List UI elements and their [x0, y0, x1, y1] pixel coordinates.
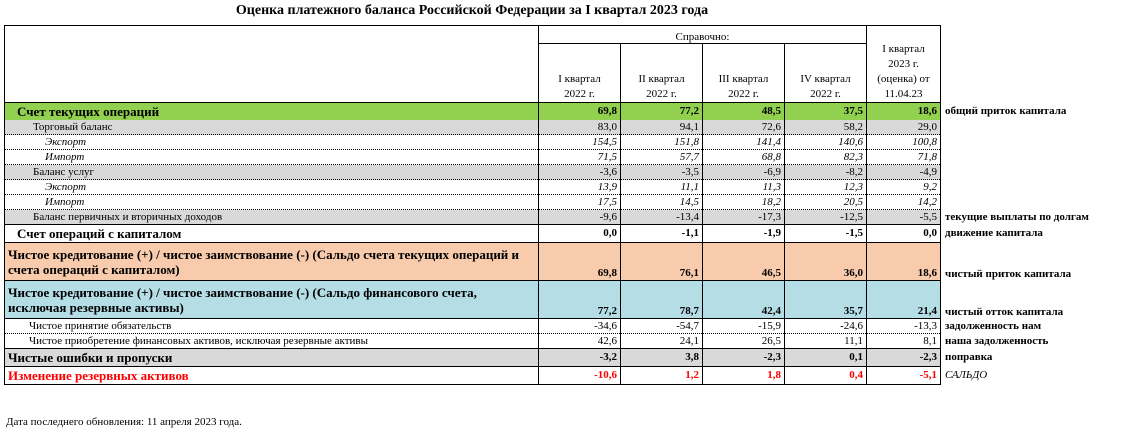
reference-header: Справочно: [539, 26, 867, 44]
table-row [5, 225, 1116, 243]
table-cell: 11,3 [703, 180, 785, 195]
row-label-goods-export: Экспорт [5, 135, 539, 150]
table-cell: 11,1 [621, 180, 703, 195]
header-row-top [5, 26, 1116, 44]
table-row [5, 180, 1116, 195]
table-cell: 82,3 [785, 150, 867, 165]
last-updated-footer: Дата последнего обновления: 11 апреля 2023 года. [6, 416, 242, 428]
table-cell: 69,8 [539, 243, 621, 281]
column-header-q4-2022: IV квартал 2022 г. [785, 44, 867, 103]
table-cell: 21,4 [867, 281, 941, 319]
row-label-income-balance: Баланс первичных и вторичных доходов [5, 210, 539, 225]
table-cell: -8,2 [785, 165, 867, 180]
row-label-net-lending-current: Чистое кредитование (+) / чистое заимствование (-) (Сальдо счета текущих операций и счета операций с капиталом) [5, 243, 539, 281]
table-cell: 57,7 [621, 150, 703, 165]
row-label-trade-balance: Торговый баланс [5, 120, 539, 135]
table-cell: -54,7 [621, 319, 703, 334]
table-cell: -10,6 [539, 367, 621, 385]
table-cell: -1,5 [785, 225, 867, 243]
column-header-q1-2022: I квартал 2022 г. [539, 44, 621, 103]
row-label-errors-omissions: Чистые ошибки и пропуски [5, 349, 539, 367]
row-note: общий приток капитала [945, 104, 1067, 117]
table-row [5, 165, 1116, 180]
row-label-services-import: Импорт [5, 195, 539, 210]
table-cell: 77,2 [539, 281, 621, 319]
row-label-financial-assets: Чистое приобретение финансовых активов, исключая резервные активы [5, 334, 539, 349]
table-cell: -4,9 [867, 165, 941, 180]
table-cell: 140,6 [785, 135, 867, 150]
table-cell: -1,1 [621, 225, 703, 243]
table-cell: -24,6 [785, 319, 867, 334]
table-row [5, 195, 1116, 210]
row-note: задолженность нам [945, 320, 1042, 332]
table-cell: 68,8 [703, 150, 785, 165]
row-note: текущие выплаты по долгам [945, 211, 1089, 223]
table-cell: 12,3 [785, 180, 867, 195]
table-cell: -5,1 [867, 367, 941, 385]
table-cell: -3,2 [539, 349, 621, 367]
table-cell: 0,0 [539, 225, 621, 243]
table-cell: 0,0 [867, 225, 941, 243]
row-label-goods-import: Импорт [5, 150, 539, 165]
table-cell: 17,5 [539, 195, 621, 210]
row-label-reserve-assets: Изменение резервных активов [5, 367, 539, 385]
table-cell: 13,9 [539, 180, 621, 195]
table-cell: -6,9 [703, 165, 785, 180]
table-cell: -12,5 [785, 210, 867, 225]
table-row [5, 103, 1116, 121]
table-cell: -15,9 [703, 319, 785, 334]
table-cell: 26,5 [703, 334, 785, 349]
table-cell: 11,1 [785, 334, 867, 349]
table-cell: 42,6 [539, 334, 621, 349]
table-cell: 46,5 [703, 243, 785, 281]
table-cell: 29,0 [867, 120, 941, 135]
row-note: наша задолженность [945, 335, 1049, 347]
table-cell: 14,2 [867, 195, 941, 210]
table-cell: -1,9 [703, 225, 785, 243]
table-cell: 94,1 [621, 120, 703, 135]
table-cell: -34,6 [539, 319, 621, 334]
table-cell: 0,1 [785, 349, 867, 367]
table-cell: 141,4 [703, 135, 785, 150]
row-label-net-lending-financial: Чистое кредитование (+) / чистое заимствование (-) (Сальдо финансового счета, исключая резервные активы) [5, 281, 539, 319]
table-cell: 48,5 [703, 103, 785, 121]
table-cell: -5,5 [867, 210, 941, 225]
table-cell: 3,8 [621, 349, 703, 367]
row-note: чистый приток капитала [945, 267, 1072, 280]
table-cell: 37,5 [785, 103, 867, 121]
row-label-services-export: Экспорт [5, 180, 539, 195]
table-cell: 58,2 [785, 120, 867, 135]
row-note: движение капитала [945, 227, 1043, 239]
table-row [5, 210, 1116, 225]
table-cell: 24,1 [621, 334, 703, 349]
row-label-liabilities: Чистое принятие обязательств [5, 319, 539, 334]
table-cell: 18,6 [867, 103, 941, 121]
table-cell: 36,0 [785, 243, 867, 281]
page-title: Оценка платежного баланса Российской Федерации за I квартал 2023 года [235, 3, 709, 18]
row-note: САЛЬДО [945, 369, 988, 381]
table-cell: 9,2 [867, 180, 941, 195]
table-cell: 69,8 [539, 103, 621, 121]
row-label-services-balance: Баланс услуг [5, 165, 539, 180]
table-row [5, 349, 1116, 367]
table-cell: 76,1 [621, 243, 703, 281]
balance-of-payments-table [4, 25, 1116, 385]
table-row [5, 150, 1116, 165]
table-cell: -3,6 [539, 165, 621, 180]
table-cell: 18,2 [703, 195, 785, 210]
table-cell: 1,2 [621, 367, 703, 385]
row-note: поправка [945, 351, 993, 363]
header-empty-cell [5, 26, 539, 103]
row-label-current-account: Счет текущих операций [5, 103, 539, 121]
table-cell: -2,3 [703, 349, 785, 367]
table-row [5, 281, 1116, 319]
table-cell: 0,4 [785, 367, 867, 385]
column-header-q3-2022: III квартал 2022 г. [703, 44, 785, 103]
table-cell: -17,3 [703, 210, 785, 225]
table-cell: 71,5 [539, 150, 621, 165]
table-cell: -13,3 [867, 319, 941, 334]
table-row [5, 120, 1116, 135]
row-note: чистый отток капитала [945, 305, 1064, 318]
table-cell: 20,5 [785, 195, 867, 210]
table-cell: 77,2 [621, 103, 703, 121]
table-cell: 72,6 [703, 120, 785, 135]
table-row [5, 319, 1116, 334]
table-cell: 78,7 [621, 281, 703, 319]
table-row [5, 334, 1116, 349]
column-header-q2-2022: II квартал 2022 г. [621, 44, 703, 103]
table-cell: 151,8 [621, 135, 703, 150]
column-header-q1-2023: I квартал 2023 г. (оценка) от 11.04.23 [867, 26, 941, 103]
table-cell: -13,4 [621, 210, 703, 225]
table-cell: 1,8 [703, 367, 785, 385]
table-row [5, 367, 1116, 385]
table-cell: 83,0 [539, 120, 621, 135]
table-cell: 8,1 [867, 334, 941, 349]
table-cell: 100,8 [867, 135, 941, 150]
table-row [5, 135, 1116, 150]
table-cell: 35,7 [785, 281, 867, 319]
table-cell: 154,5 [539, 135, 621, 150]
table-cell: 18,6 [867, 243, 941, 281]
table-cell: 71,8 [867, 150, 941, 165]
table-cell: -9,6 [539, 210, 621, 225]
table-cell: -3,5 [621, 165, 703, 180]
table-cell: 42,4 [703, 281, 785, 319]
table-row [5, 243, 1116, 281]
table-cell: 14,5 [621, 195, 703, 210]
table-cell: -2,3 [867, 349, 941, 367]
row-label-capital-account: Счет операций с капиталом [5, 225, 539, 243]
